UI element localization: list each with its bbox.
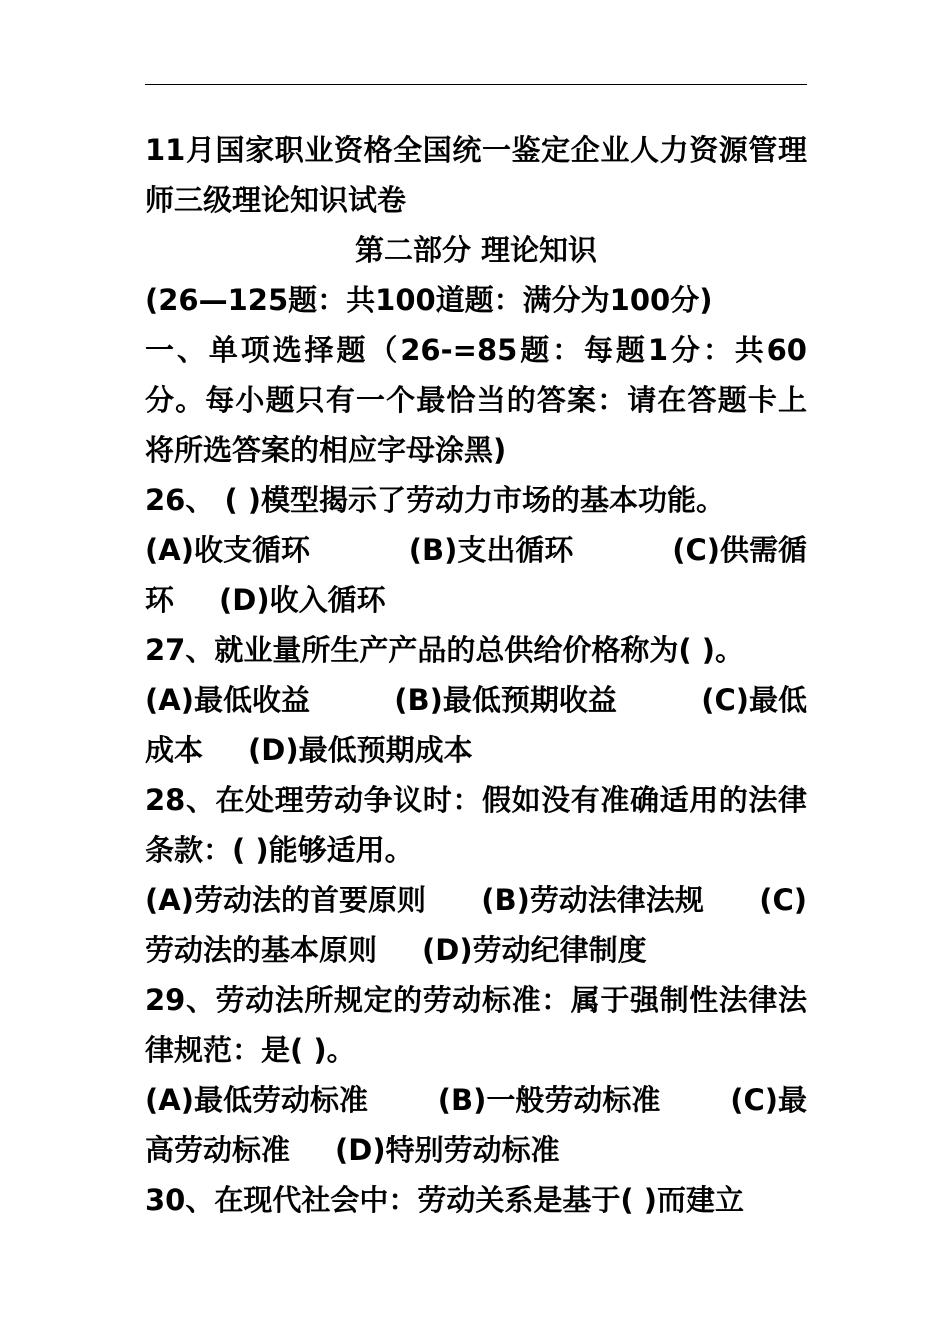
part-heading: 第二部分 理论知识 bbox=[354, 233, 598, 267]
option-d: (D)劳动纪律制度 bbox=[422, 933, 647, 967]
option-c: (C)供需循 bbox=[672, 533, 807, 567]
score-note: (26—125题：共100道题：满分为100分) bbox=[145, 283, 713, 317]
question-options bbox=[145, 1075, 807, 1125]
option-c-continued: 高劳动标准 bbox=[145, 1133, 291, 1167]
question-stem: 30、在现代社会中：劳动关系是基于( )而建立 bbox=[145, 1183, 744, 1217]
option-a: (A)收支循环 bbox=[145, 533, 310, 567]
option-b: (B)最低预期收益 bbox=[394, 683, 617, 717]
option-b: (B)一般劳动标准 bbox=[437, 1083, 661, 1117]
document-title: 11月国家职业资格全国统一鉴定企业人力资源管理师三级理论知识试卷 bbox=[145, 133, 807, 217]
option-d: (D)收入循环 bbox=[219, 583, 386, 617]
option-c: (C)最 bbox=[730, 1083, 807, 1117]
question-options-continued bbox=[145, 1125, 807, 1175]
option-b: (B)支出循环 bbox=[408, 533, 574, 567]
option-c-continued: 环 bbox=[145, 583, 175, 617]
question-options bbox=[145, 875, 807, 925]
option-c: (C)最低 bbox=[701, 683, 807, 717]
question-options-continued bbox=[145, 725, 807, 775]
question-stem: 28、在处理劳动争议时：假如没有准确适用的法律条款：( )能够适用。 bbox=[145, 783, 807, 867]
option-a: (A)最低收益 bbox=[145, 683, 310, 717]
option-c-continued: 劳动法的基本原则 bbox=[145, 933, 378, 967]
question-options bbox=[145, 525, 807, 575]
option-d: (D)特别劳动标准 bbox=[335, 1133, 560, 1167]
option-b: (B)劳动法律法规 bbox=[481, 883, 704, 917]
question-options-continued bbox=[145, 925, 807, 975]
question-options-continued bbox=[145, 575, 807, 625]
option-c-continued: 成本 bbox=[145, 733, 204, 767]
header-rule bbox=[145, 84, 807, 85]
option-d: (D)最低预期成本 bbox=[248, 733, 473, 767]
document-body bbox=[145, 125, 807, 1225]
question-stem: 27、就业量所生产产品的总供给价格称为( )。 bbox=[145, 633, 744, 667]
option-c: (C) bbox=[759, 883, 807, 917]
question-stem: 29、劳动法所规定的劳动标准：属于强制性法律法律规范：是( )。 bbox=[145, 983, 807, 1067]
option-a: (A)劳动法的首要原则 bbox=[145, 883, 426, 917]
question-options bbox=[145, 675, 807, 725]
option-a: (A)最低劳动标准 bbox=[145, 1083, 368, 1117]
section-instructions: 一、单项选择题（26-=85题：每题1分：共60分。每小题只有一个最恰当的答案：请在答题卡上将所选答案的相应字母涂黑) bbox=[145, 333, 807, 467]
question-stem: 26、 ( )模型揭示了劳动力市场的基本功能。 bbox=[145, 483, 726, 517]
